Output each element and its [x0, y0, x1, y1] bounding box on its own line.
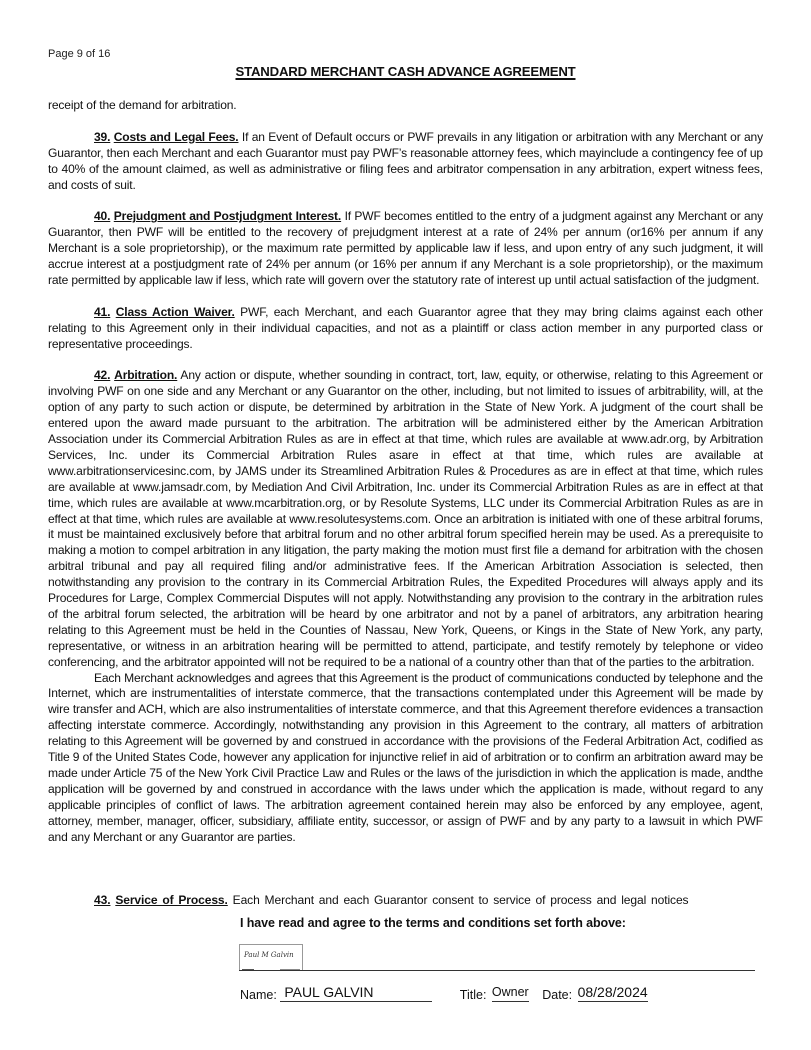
signer-fields — [240, 984, 648, 1002]
section-heading: Arbitration. — [114, 368, 178, 383]
section-number: 42. — [94, 368, 111, 383]
section-number: 39. — [94, 129, 111, 144]
section-number: 40. — [94, 209, 111, 224]
section-heading: Costs and Legal Fees. — [113, 129, 239, 144]
section-41 — [48, 305, 763, 353]
section-text: If an Event of Default occurs or PWF prevails in any litigation or arbitration with any Merchant or any Guarantor, then each Merchant and each Guarantor must pay PWF’s reasonable attorney fees, which mayinclude a contingency fee of up to 40% of the amount claimed, as well as administrative or filing fees and arbitrator compensation in any arbitration, expert witness fees, and costs of suit. — [48, 129, 763, 192]
document-body — [48, 98, 763, 846]
signature-line — [239, 970, 755, 971]
section-text: PWF, each Merchant, and each Guarantor agree that they may bring claims against each other relating to this Agreement only in their individual capacities, and not as a plaintiff or class action member in any purported class or representative proceedings. — [48, 304, 763, 351]
section-heading: Service of Process. — [115, 893, 228, 907]
document-title-text: STANDARD MERCHANT CASH ADVANCE AGREEMENT — [235, 64, 576, 79]
section-text: If PWF becomes entitled to the entry of a judgment against any Merchant or any Guarantor, then PWF will be entitled to the recovery of prejudgment interest at a rate of 24% per annum (or16% per annum if any Merchant is a sole proprietorship), or the maximum rate permitted by applicable law if less, and upon entry of any such judgment, it will accrue interest at a postjudgment rate of 24% per annum (or 16% per annum if any Merchant is a sole proprietorship), or the maximum rate permitted by applicable law if less, which rate will govern over the statutory rate of interest up until actual satisfaction of the judgment. — [48, 209, 764, 287]
section-heading: Prejudgment and Postjudgment Interest. — [113, 209, 342, 224]
section-number: 41. — [94, 304, 111, 319]
date-field: 08/28/2024 — [577, 984, 648, 1000]
name-label: Name: — [240, 988, 277, 1002]
section-39 — [48, 130, 763, 194]
section-heading: Class Action Waiver. — [115, 304, 235, 319]
signature-image — [239, 944, 303, 971]
title-label: Title: — [459, 988, 487, 1002]
name-field: PAUL GALVIN — [280, 984, 432, 1002]
section-42-continuation: Each Merchant acknowledges and agrees that this Agreement is the product of communications conducted by telephone and the Internet, which are instrumentalities of interstate commerce, that the transactions contemplated under this Agreement will be made by wire transfer and ACH, which are also instrumentalities of interstate commerce, and that this Agreement therefore evidences a transaction affecting interstate commerce. Accordingly, notwithstanding any provision in this Agreement to the contrary, all matters of arbitration relating to this Agreement will be governed by and construed in accordance with the provisions of the Federal Arbitration Act, codified as Title 9 of the United States Code, however any application for injunctive relief in aid of arbitration or to confirm an arbitration award may be made under Article 75 of the New York Civil Practice Law and Rules or the laws of the jurisdiction in which the application is made, andthe application will be governed by and construed in accordance with the laws under which the application is made, without regard to any applicable principles of conflict of laws. The arbitration agreement contained herein may also be enforced by any employee, agent, attorney, member, manager, officer, subsidiary, affiliate entity, successor, or assign of PWF and by any party to a lawsuit in which PWF and any Merchant or any Guarantor are parties. — [48, 670, 763, 844]
agreement-statement: I have read and agree to the terms and conditions set forth above: — [240, 916, 626, 930]
section-number: 43. — [94, 893, 111, 907]
section-text: Any action or dispute, whether sounding in contract, tort, law, equity, or otherwise, relating to this Agreement or involving PWF on one side and any Merchant or any Guarantor on the other, including, but not limited to issues of arbitrability, will, at the option of any party to such action or dispute, be determined by arbitration in the State of New York. A judgment of the court shall be entered upon the award made pursuant to the arbitration. The arbitration will be administered either by the American Arbitration Association under its Commercial Arbitration Rules as are in effect at that time, which rules are available at www.adr.org, by Arbitration Services, Inc. under its Commercial Arbitration Rules asare in effect at that time, which rules are available at www.arbitrationservicesinc.com, by JAMS under its Streamlined Arbitration Rules & Procedures as are in effect at that time, which rules are available at www.jamsadr.com, by Mediation And Civil Arbitration, Inc. under its Commercial Arbitration Rules as are in effect at that time, which rules are available at www.mcarbitration.org, or by Resolute Systems, LLC under its Commercial Arbitration Rules as are in effect at that time, which rules are available at www.resolutesystems.com. Once an arbitration is initiated with one of these arbitral forums, it must be maintained exclusively before that arbitral forum and no other arbitral forum specified herein may be used. As a prerequisite to making a motion to compel arbitration in any litigation, the party making the motion must first file a demand for arbitration with the chosen arbitral tribunal and pay all required filing and/or administrative fees. If the American Arbitration Association is selected, then notwithstanding any provision to the contrary in its Commercial Arbitration Rules, the Expedited Procedures will always apply and its Procedures for Large, Complex Commercial Disputes will not apply. Notwithstanding any provision to the contrary in the arbitration rules of the arbitral forum selected, the arbitration will be heard by one arbitrator and not by a panel of arbitrators, any arbitration hearing relating to this Agreement must be held in the Counties of Nassau, New York, Queens, or Kings in the State of New York, any party, representative, or witness in an arbitration hearing will be permitted to attend, participate, and testify remotely by telephone or video conferencing, and the arbitrator appointed will not be required to be a national of a country other than that of the parties to the arbitration. — [48, 368, 763, 669]
signature-text: Paul M Galvin — [244, 951, 294, 959]
section-43 — [94, 893, 688, 907]
date-label: Date: — [542, 988, 573, 1002]
document-title — [0, 64, 811, 79]
title-field: Owner — [492, 984, 529, 1002]
section-40 — [48, 209, 763, 289]
page-number: Page 9 of 16 — [48, 48, 111, 60]
section-text: Each Merchant and each Guarantor consent to service of process and legal notices — [227, 893, 689, 907]
continuation-paragraph: receipt of the demand for arbitration. — [48, 98, 237, 112]
section-42 — [48, 368, 763, 670]
